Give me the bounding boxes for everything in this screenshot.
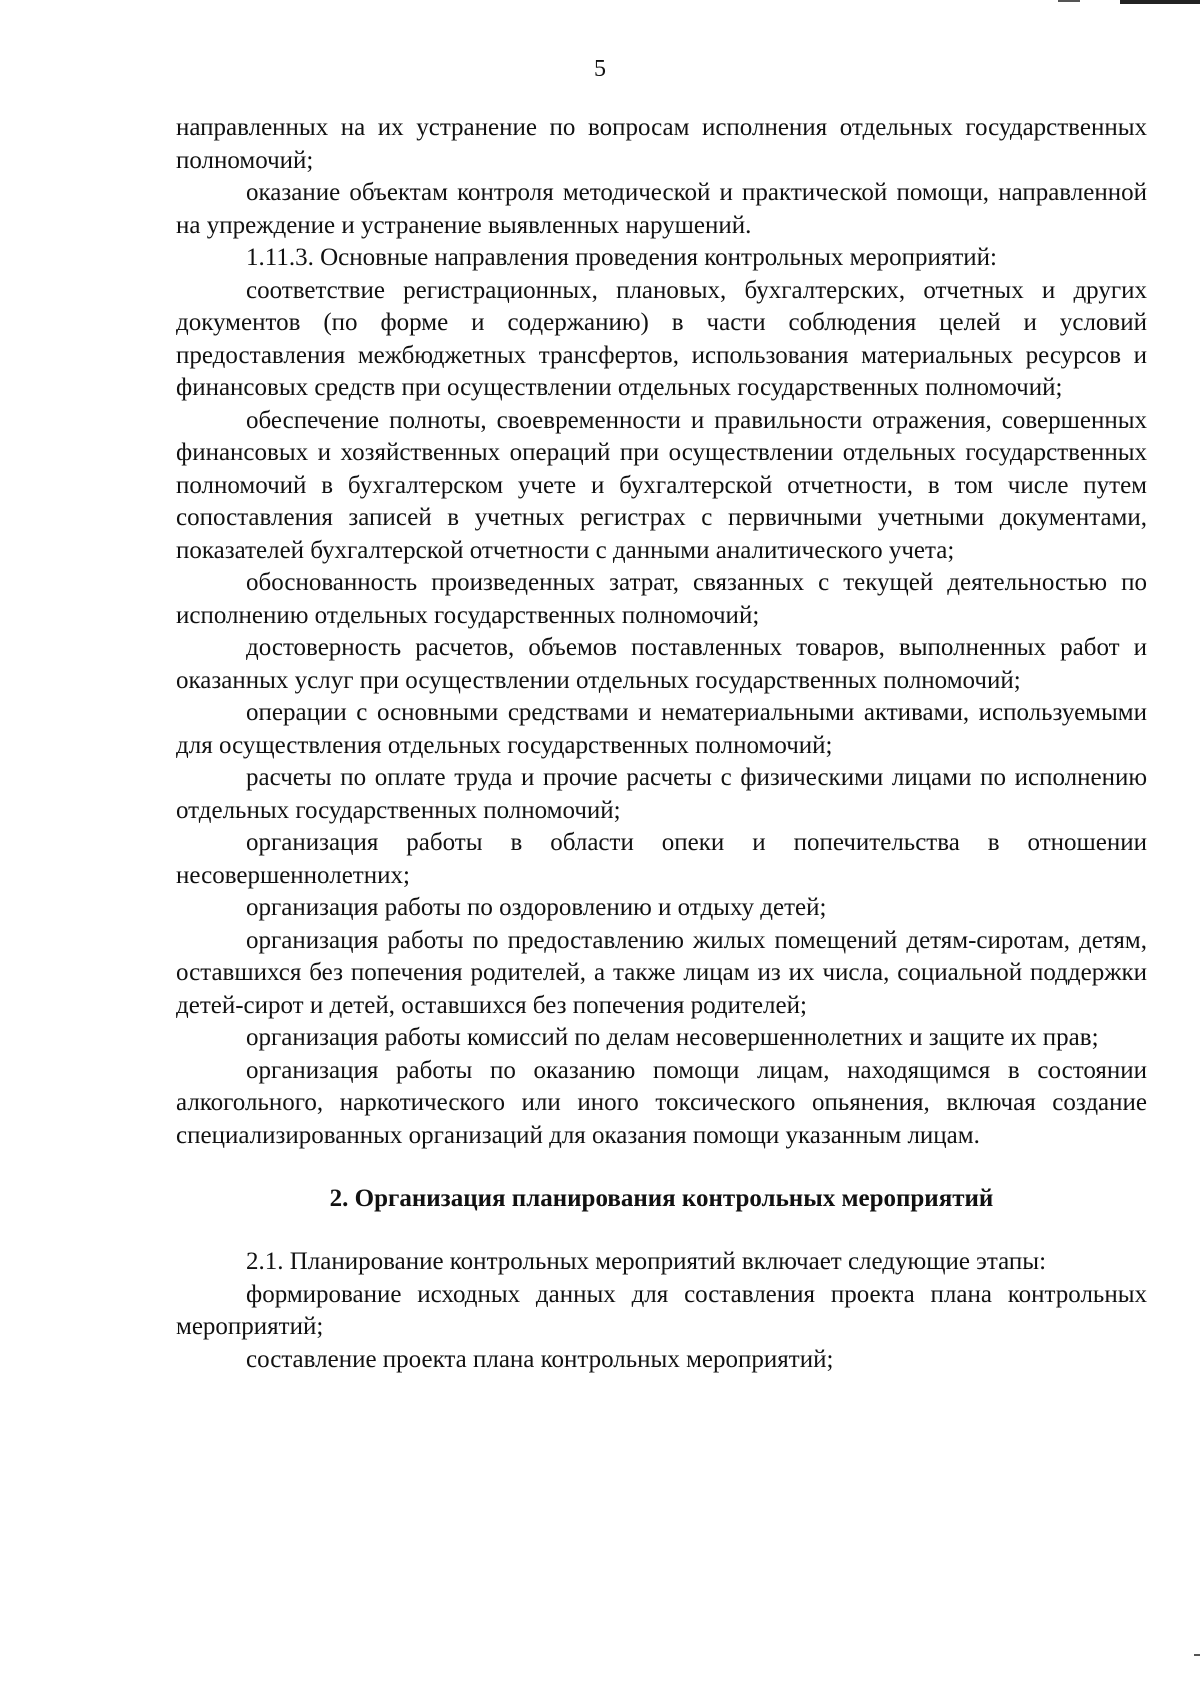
scan-edge-mark bbox=[1058, 0, 1080, 2]
paragraph: операции с основными средствами и нематериальными активами, используемыми для осуществления отдельных государственных полномочий; bbox=[176, 699, 1147, 759]
paragraph: 2.1. Планирование контрольных мероприятий включает следующие этапы: bbox=[246, 1248, 1047, 1275]
document-body bbox=[176, 112, 1147, 1376]
scan-edge-mark bbox=[1194, 1654, 1200, 1656]
paragraph: оказание объектам контроля методической и практической помощи, направленной на упреждение и устранение выявленных нарушений. bbox=[176, 179, 1147, 239]
section-heading: 2. Организация планирования контрольных мероприятий bbox=[329, 1185, 994, 1212]
paragraph: обеспечение полноты, своевременности и правильности отражения, совершенных финансовых и хозяйственных операций при осуществлении отдельных государственных полномочий в бухгалтерском учете и бухгалтерской отчетности, в том числе путем сопоставления записей в учетных регистрах с первичными учетными документами, показателей бухгалтерской отчетности с данными аналитического учета; bbox=[176, 406, 1147, 564]
paragraph: организация работы по предоставлению жилых помещений детям-сиротам, детям, оставшихся без попечения родителей, а также лицам из их числа, социальной поддержки детей-сирот и детей, оставшихся без попечения родителей; bbox=[176, 926, 1147, 1019]
paragraphs-after-heading bbox=[176, 1246, 1147, 1376]
paragraph: организация работы комиссий по делам несовершеннолетних и защите их прав; bbox=[246, 1024, 1099, 1051]
paragraph: организация работы в области опеки и попечительства в отношении несовершеннолетних; bbox=[176, 829, 1147, 889]
paragraph: соответствие регистрационных, плановых, бухгалтерских, отчетных и других документов (по форме и содержанию) в части соблюдения целей и условий предоставления межбюджетных трансфертов, использования материальных ресурсов и финансовых средств при осуществлении отдельных государственных полномочий; bbox=[176, 276, 1147, 401]
paragraph: расчеты по оплате труда и прочие расчеты с физическими лицами по исполнению отдельных государственных полномочий; bbox=[176, 764, 1147, 824]
paragraph: составление проекта плана контрольных мероприятий; bbox=[246, 1345, 834, 1373]
paragraph: достоверность расчетов, объемов поставленных товаров, выполненных работ и оказанных услуг при осуществлении отдельных государственных полномочий; bbox=[176, 634, 1147, 694]
paragraphs-before-heading bbox=[176, 112, 1147, 1152]
paragraph: организация работы по оздоровлению и отдыху детей; bbox=[246, 894, 827, 921]
page-number: 5 bbox=[594, 56, 606, 82]
paragraph: организация работы по оказанию помощи лицам, находящимся в состоянии алкогольного, наркотического или иного токсического опьянения, включая создание специализированных организаций для оказания помощи указанным лицам. bbox=[176, 1056, 1147, 1149]
paragraph: направленных на их устранение по вопросам исполнения отдельных государственных полномочий; bbox=[176, 114, 1147, 174]
paragraph: формирование исходных данных для составления проекта плана контрольных мероприятий; bbox=[176, 1280, 1147, 1340]
paragraph: обоснованность произведенных затрат, связанных с текущей деятельностью по исполнению отдельных государственных полномочий; bbox=[176, 569, 1147, 629]
paragraph: 1.11.3. Основные направления проведения контрольных мероприятий: bbox=[246, 244, 997, 271]
scan-edge-mark bbox=[1120, 0, 1200, 4]
